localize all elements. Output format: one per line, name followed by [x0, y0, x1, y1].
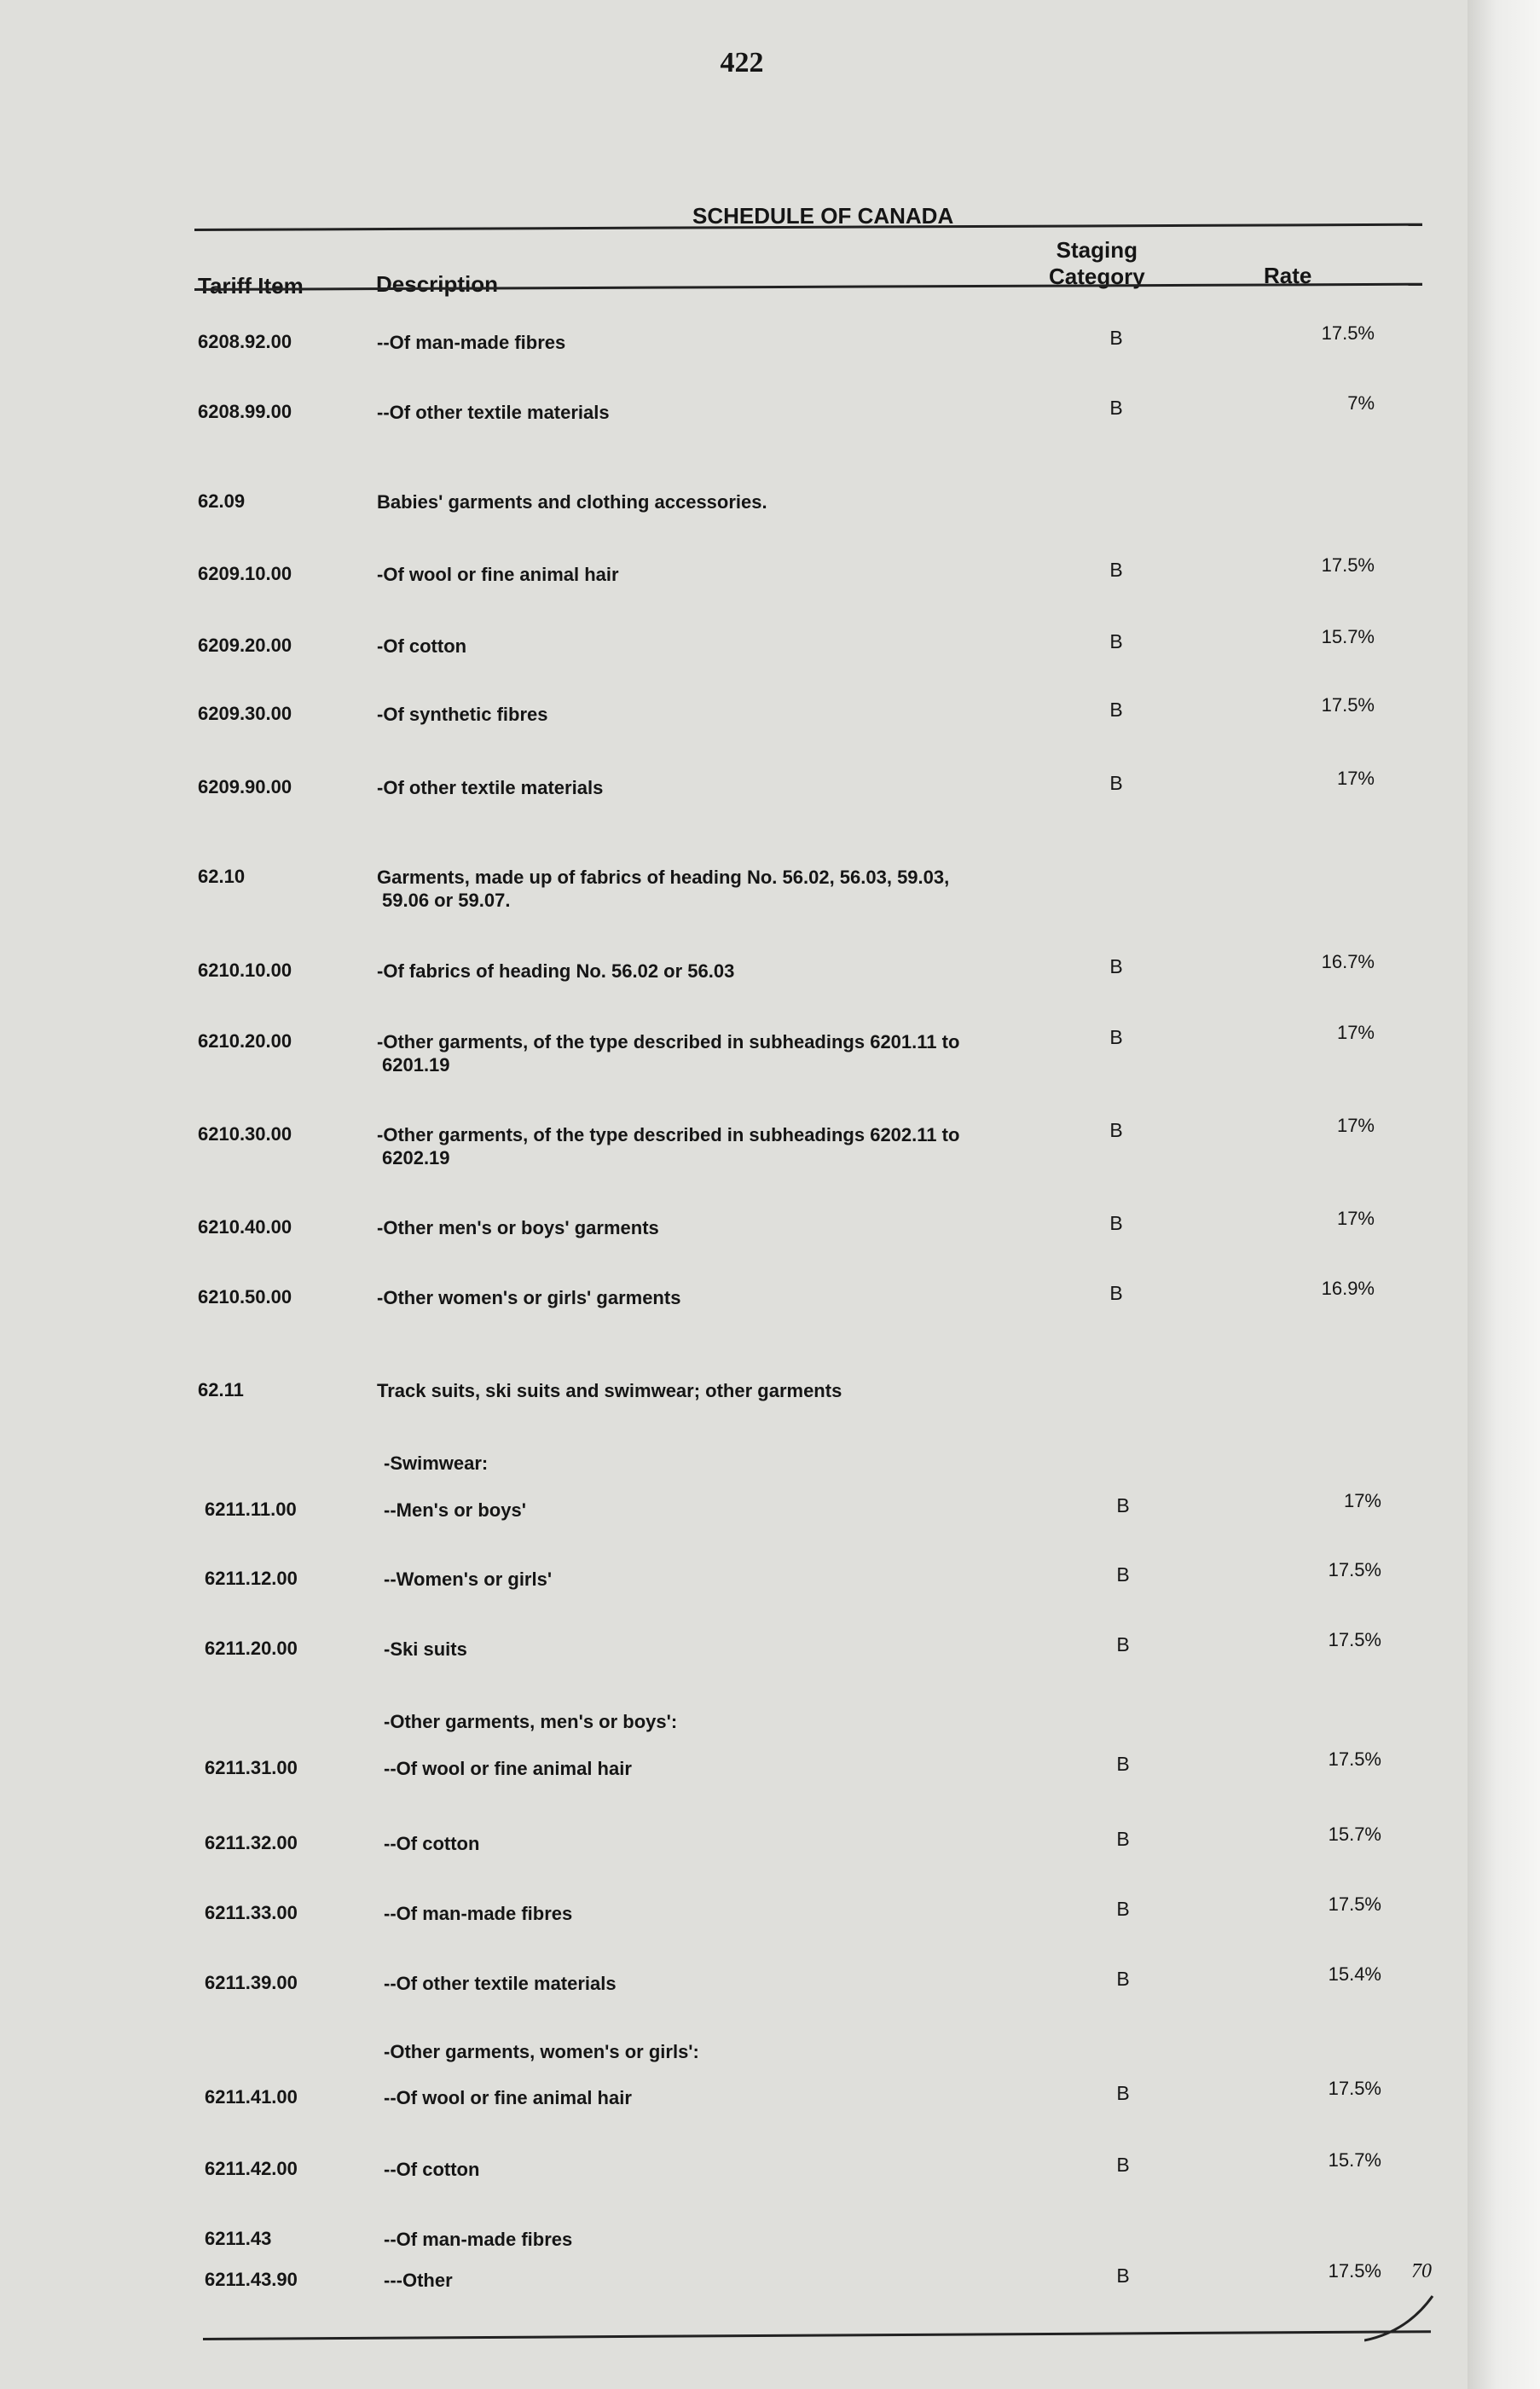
rate-value: 17.5%	[1328, 2260, 1381, 2282]
table-row	[205, 1490, 1540, 1550]
tariff-item-number: 6209.20.00	[198, 635, 292, 656]
description-line: -Swimwear:	[384, 1453, 489, 1474]
table-row	[198, 554, 1540, 614]
footer-curl-mark	[1364, 2288, 1441, 2347]
tariff-item-number: 6210.20.00	[198, 1030, 292, 1052]
tariff-item-number: 6208.92.00	[198, 331, 292, 352]
description-line: 6202.19	[382, 1147, 450, 1168]
item-description	[377, 331, 565, 354]
description-line: Garments, made up of fabrics of heading No. 56.02, 56.03, 59.03,	[377, 867, 950, 888]
item-description	[384, 2269, 453, 2292]
staging-category: B	[1109, 1119, 1123, 1141]
page-number: 422	[720, 47, 764, 78]
table-row	[198, 1022, 1540, 1081]
header-rate: Rate	[1264, 263, 1312, 288]
header-staging-line2: Category	[1049, 264, 1145, 289]
tariff-item-number: 6209.30.00	[198, 703, 292, 724]
table-row	[205, 1893, 1540, 1953]
table-row	[205, 2149, 1540, 2209]
staging-category: B	[1109, 1212, 1123, 1234]
description-line: -Other men's or boys' garments	[377, 1217, 659, 1238]
tariff-item-number: 6209.10.00	[198, 563, 292, 584]
table-row	[205, 2260, 1540, 2320]
description-line: --Of man-made fibres	[384, 1903, 573, 1924]
description-line: --Of wool or fine animal hair	[384, 2087, 632, 2108]
item-description	[377, 1030, 959, 1076]
header-staging-category	[1049, 237, 1145, 290]
tariff-item-number: 6211.11.00	[205, 1499, 297, 1520]
tariff-item-number: 62.10	[198, 866, 246, 887]
item-description	[384, 2040, 699, 2063]
item-description	[377, 1123, 959, 1169]
staging-category: B	[1116, 1898, 1130, 1920]
rate-value: 15.4%	[1328, 1963, 1381, 1985]
staging-category: B	[1109, 327, 1123, 349]
rate-value: 7%	[1347, 392, 1375, 414]
item-description	[377, 960, 734, 983]
description-line: 6201.19	[382, 1054, 450, 1076]
staging-category: B	[1109, 397, 1123, 419]
item-description	[384, 2228, 572, 2251]
tariff-item-number: 6211.12.00	[205, 1568, 298, 1589]
item-description	[377, 1379, 842, 1402]
item-description	[377, 563, 619, 586]
table-row	[198, 768, 1540, 827]
table-row	[205, 2078, 1540, 2137]
item-description	[384, 1710, 677, 1733]
item-description	[384, 1902, 572, 1925]
description-line: Babies' garments and clothing accessories.	[377, 491, 767, 513]
item-description	[384, 1638, 467, 1661]
staging-category: B	[1116, 1968, 1130, 1990]
schedule-title: SCHEDULE OF CANADA	[692, 203, 954, 229]
corner-note: 70	[1411, 2260, 1432, 2282]
tariff-item-number: 6211.31.00	[205, 1757, 298, 1778]
table-row	[198, 1278, 1540, 1337]
description-line: 59.06 or 59.07.	[382, 890, 511, 911]
item-description	[384, 1452, 488, 1475]
item-description	[377, 703, 547, 726]
description-line: --Men's or boys'	[384, 1499, 526, 1521]
staging-category: B	[1109, 1026, 1123, 1048]
description-line: -Of fabrics of heading No. 56.02 or 56.03	[377, 960, 735, 982]
table-row	[198, 392, 1540, 452]
rate-value: 17.5%	[1321, 694, 1375, 716]
table-row	[198, 866, 1540, 917]
item-description	[384, 1972, 617, 1995]
table-row	[205, 1559, 1540, 1619]
tariff-item-number: 6210.30.00	[198, 1123, 292, 1145]
header-description: Description	[376, 271, 499, 297]
rate-value: 15.7%	[1328, 1824, 1381, 1845]
description-line: -Other garments, men's or boys':	[384, 1711, 678, 1732]
item-description	[377, 635, 466, 658]
staging-category: B	[1116, 1494, 1130, 1516]
staging-category: B	[1109, 699, 1123, 721]
tariff-item-number: 6211.39.00	[205, 1972, 298, 1993]
description-line: --Of other textile materials	[384, 1973, 617, 1994]
table-row	[205, 1629, 1540, 1689]
staging-category: B	[1116, 2082, 1130, 2104]
staging-category: B	[1109, 1282, 1123, 1304]
item-description	[384, 1568, 552, 1591]
staging-category: B	[1109, 772, 1123, 794]
rate-value: 17.5%	[1328, 1559, 1381, 1580]
rate-value: 17%	[1336, 1022, 1375, 1043]
item-description	[377, 490, 767, 513]
staging-category: B	[1116, 2264, 1130, 2287]
staging-category: B	[1116, 1633, 1130, 1655]
table-row	[198, 322, 1540, 382]
table-row	[205, 1824, 1540, 1883]
description-line: -Of wool or fine animal hair	[377, 564, 619, 585]
item-description	[377, 776, 603, 799]
staging-category: B	[1116, 2154, 1130, 2176]
rate-value: 17.5%	[1321, 322, 1375, 344]
table-row	[205, 1963, 1540, 2023]
item-description	[384, 2086, 632, 2109]
rate-value: 17.5%	[1328, 1748, 1381, 1770]
rate-value: 17.5%	[1328, 1893, 1381, 1915]
description-line: --Women's or girls'	[384, 1569, 553, 1590]
item-description	[384, 1757, 632, 1780]
rate-value: 15.7%	[1321, 626, 1375, 647]
description-line: -Of cotton	[377, 635, 467, 657]
rate-value: 17%	[1336, 1208, 1375, 1229]
description-line: -Other garments, women's or girls':	[384, 2041, 699, 2062]
rate-value: 17.5%	[1321, 554, 1375, 576]
tariff-item-number: 62.09	[198, 490, 246, 512]
rate-value: 17.5%	[1328, 1629, 1381, 1650]
table-row	[198, 1379, 1540, 1430]
tariff-item-number: 6211.43.90	[205, 2269, 298, 2290]
description-line: --Of wool or fine animal hair	[384, 1758, 632, 1779]
description-line: --Of cotton	[384, 2159, 480, 2180]
tariff-item-number: 6209.90.00	[198, 776, 292, 797]
tariff-item-number: 6210.40.00	[198, 1216, 292, 1238]
staging-category: B	[1109, 559, 1123, 581]
table-row	[198, 951, 1540, 1011]
rate-value: 16.9%	[1321, 1278, 1375, 1299]
item-description	[377, 866, 949, 912]
staging-category: B	[1116, 1828, 1130, 1850]
table-row	[198, 490, 1540, 542]
description-line: --Of man-made fibres	[377, 332, 566, 353]
table-row	[198, 1115, 1540, 1174]
description-line: --Of other textile materials	[377, 402, 610, 423]
description-line: ---Other	[384, 2270, 453, 2291]
tariff-item-number: 6211.20.00	[205, 1638, 298, 1659]
staging-category: B	[1109, 955, 1123, 977]
description-line: -Of other textile materials	[377, 777, 604, 798]
description-line: -Other garments, of the type described in subheadings 6201.11 to	[377, 1031, 960, 1052]
item-description	[377, 401, 610, 424]
description-line: --Of man-made fibres	[384, 2229, 573, 2250]
tariff-item-number: 62.11	[198, 1379, 244, 1400]
item-description	[377, 1216, 659, 1239]
footer-rule	[203, 2330, 1431, 2340]
table-row	[198, 1208, 1540, 1267]
description-line: -Ski suits	[384, 1638, 467, 1660]
item-description	[384, 1832, 479, 1855]
rate-value: 17%	[1343, 1490, 1381, 1511]
staging-category: B	[1116, 1563, 1130, 1586]
rate-value: 16.7%	[1321, 951, 1375, 972]
table-row	[205, 1748, 1540, 1808]
item-description	[384, 2158, 479, 2181]
tariff-item-number: 6210.10.00	[198, 960, 292, 981]
tariff-item-number: 6208.99.00	[198, 401, 292, 422]
table-row	[198, 694, 1540, 754]
item-description	[377, 1286, 680, 1309]
tariff-item-number: 6211.43	[205, 2228, 272, 2249]
item-description	[384, 1499, 526, 1522]
tariff-item-number: 6211.33.00	[205, 1902, 298, 1923]
rate-value: 15.7%	[1328, 2149, 1381, 2171]
rate-value: 17%	[1336, 768, 1375, 789]
tariff-item-number: 6211.41.00	[205, 2086, 298, 2108]
description-line: --Of cotton	[384, 1833, 480, 1854]
rate-value: 17%	[1336, 1115, 1375, 1136]
staging-category: B	[1109, 630, 1123, 652]
header-staging-line1: Staging	[1056, 237, 1138, 263]
tariff-item-number: 6211.42.00	[205, 2158, 298, 2179]
table-row	[198, 626, 1540, 686]
description-line: -Other women's or girls' garments	[377, 1287, 681, 1308]
tariff-item-number: 6211.32.00	[205, 1832, 298, 1853]
header-tariff-item: Tariff Item	[198, 273, 304, 299]
staging-category: B	[1116, 1753, 1130, 1775]
description-line: Track suits, ski suits and swimwear; other garments	[377, 1380, 842, 1401]
description-line: -Other garments, of the type described in subheadings 6202.11 to	[377, 1124, 960, 1145]
description-line: -Of synthetic fibres	[377, 704, 548, 725]
rate-value: 17.5%	[1328, 2078, 1381, 2099]
tariff-item-number: 6210.50.00	[198, 1286, 292, 1308]
